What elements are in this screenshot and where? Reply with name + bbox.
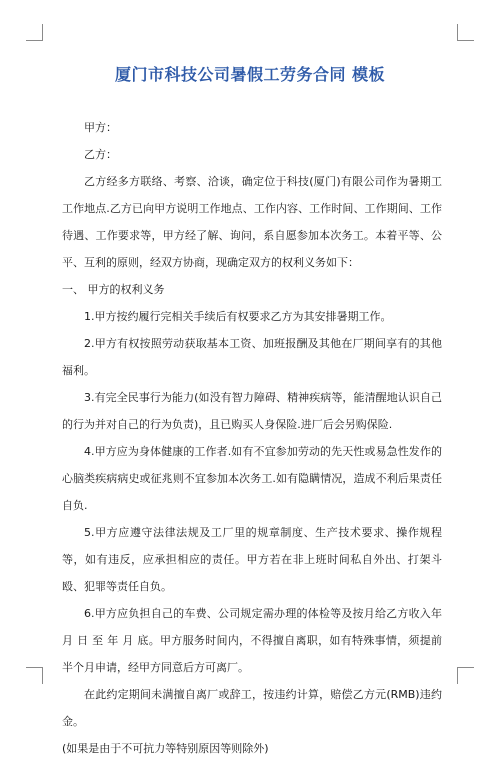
crop-mark-top-right	[457, 24, 458, 41]
crop-mark-top-right	[458, 40, 474, 41]
intro-paragraph: 乙方经多方联络、考察、洽谈，确定位于科技(厦门)有限公司作为暑期工工作地点.乙方已向甲方说明工作地点、工作内容、工作时间、工作期间、工作待遇、工作要求等，甲方经了解、询问，系自愿参加本次务工。本着平等、公平、互利的原则，经双方协商，现确定双方的权利义务如下：	[62, 175, 442, 269]
clause-item: 5.甲方应遵守法律法规及工厂里的规章制度、生产技术要求、操作规程等，如有违反，应承担相应的责任。甲方若在非上班时间私自外出、打架斗殴、犯罪等责任自负。	[62, 526, 442, 593]
clause-item: 2.甲方有权按照劳动获取基本工资、加班报酬及其他在厂期间享有的其他福利。	[62, 337, 442, 377]
document-body	[62, 114, 442, 762]
crop-mark-top-left	[26, 40, 42, 41]
document-title: 厦门市科技公司暑假工劳务合同 模板	[114, 65, 386, 84]
clause-item: 3.有完全民事行为能力(如没有智力障碍、精神疾病等，能清醒地认识自己的行为并对自己的行为负责)，且已购买人身保险.进厂后会另购保险.	[62, 391, 442, 431]
crop-mark-top-left	[42, 24, 43, 41]
clause-item: 1.甲方按约履行完相关手续后有权要求乙方为其安排暑期工作。	[84, 310, 392, 323]
party-a-line: 甲方：	[84, 121, 117, 134]
crop-mark-bottom-left	[42, 667, 43, 684]
crop-mark-bottom-right	[458, 667, 474, 668]
clause-item: 6.甲方应负担自己的车费、公司规定需办理的体检等及按月给乙方收入年月 日 至 年 月 底。甲方服务时间内，不得擅自离职，如有特殊事情，须提前半个月申请，经甲方同意后方可离厂。	[62, 607, 442, 674]
crop-mark-bottom-right	[457, 667, 458, 684]
breach-clause: 在此约定期间未满擅自离厂或辞工，按违约计算，赔偿乙方元(RMB)违约金。	[62, 688, 442, 728]
section-heading: 一、 甲方的权利义务	[62, 283, 165, 296]
exception-note: (如果是由于不可抗力等特别原因等则除外)	[62, 742, 269, 755]
crop-mark-bottom-left	[26, 667, 42, 668]
party-b-line: 乙方：	[84, 148, 117, 161]
clause-item: 4.甲方应为身体健康的工作者.如有不宜参加劳动的先天性或易急性发作的心脑类疾病病史或征兆则不宜参加本次务工.如有隐瞒情况，造成不利后果责任自负.	[62, 445, 442, 512]
